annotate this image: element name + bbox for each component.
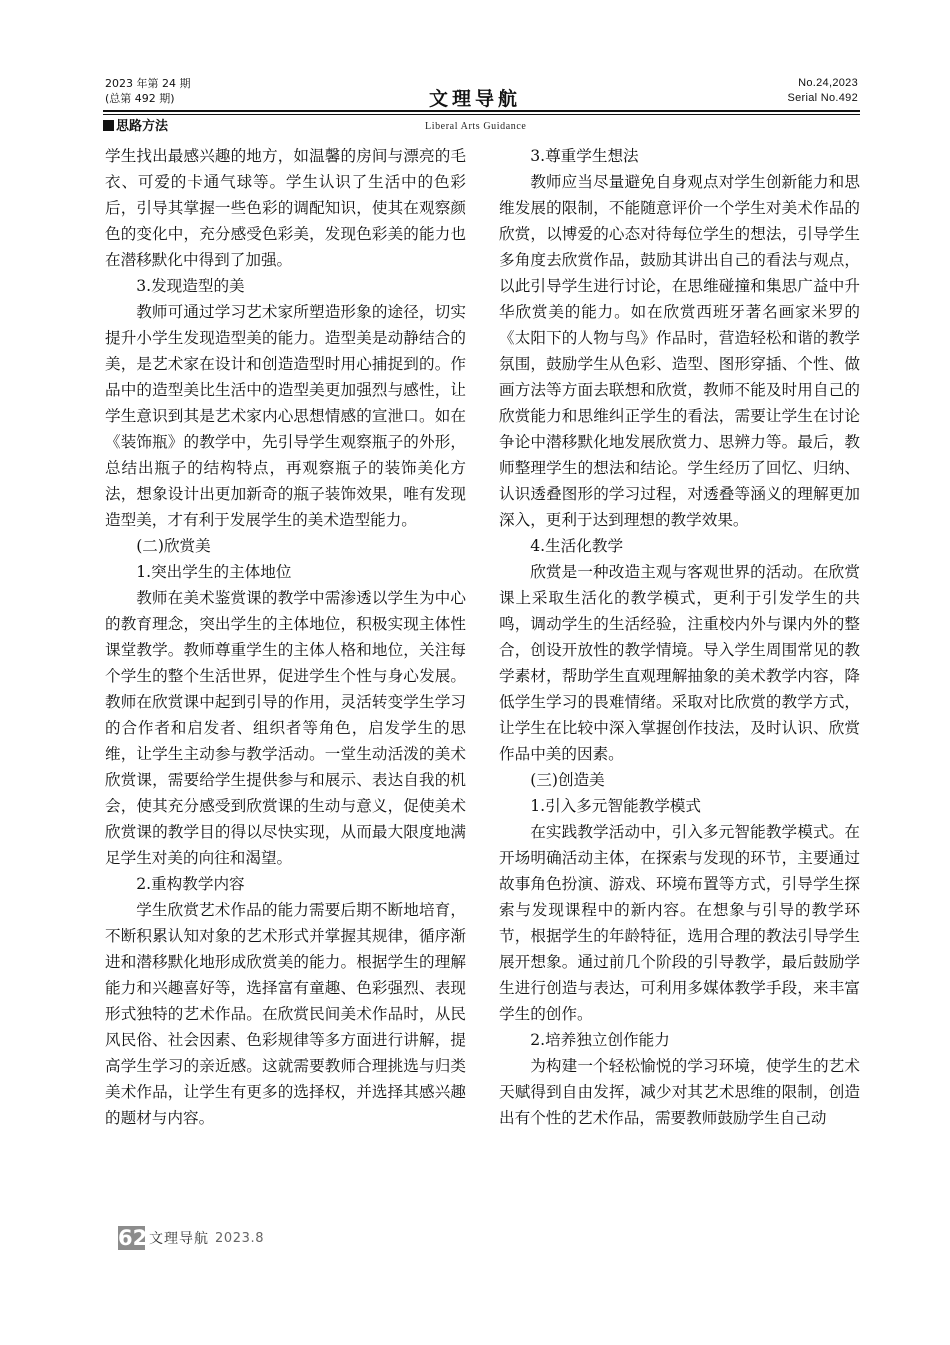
paragraph: 学生欣赏艺术作品的能力需要后期不断地培育，不断积累认知对象的艺术形式并掌握其规律，循序渐进和潜移默化地形成欣赏美的能力。根据学生的理解能力和兴趣喜好等，选择富有童趣、色彩强烈、表现形式独特的艺术作品。在欣赏民间美术作品时，从民风民俗、社会因素、色彩规律等多方面进行讲解，提高学生学习的亲近感。这就需要教师合理挑选与归类美术作品，让学生有更多的选择权，并选择其感兴趣的题材与内容。: [105, 901, 466, 1127]
subheading: 1.突出学生的主体地位: [136, 563, 292, 581]
subheading: 3.发现造型的美: [136, 277, 245, 295]
paragraph: 在实践教学活动中，引入多元智能教学模式。在开场明确活动主体，在探索与发现的环节，主要通过故事角色扮演、游戏、环境布置等方式，引导学生探索与发现课程中的新内容。在想象与引导的教学环节，根据学生的年龄特征，选用合理的教法引导学生展开想象。通过前几个阶段的引导教学，最后鼓励学生进行创造与表达，可利用多媒体教学手段，来丰富学生的创作。: [499, 823, 860, 1023]
page-number: 62: [118, 1226, 148, 1250]
serial-number-en: Serial No.492: [787, 92, 858, 104]
page-footer: [118, 1226, 264, 1250]
journal-subtitle-en: Liberal Arts Guidance: [425, 121, 527, 132]
section-name: 思路方法: [116, 119, 169, 134]
right-column: [499, 143, 860, 1131]
issue-info-en: [787, 76, 858, 106]
subheading: 2.培养独立创作能力: [530, 1031, 670, 1049]
paragraph: 学生找出最感兴趣的地方，如温馨的房间与漂亮的毛衣、可爱的卡通气球等。学生认识了生活中的色彩后，引导其掌握一些色彩的调配知识，使其在观察颜色的变化中，充分感受色彩美，发现色彩美的能力也在潜移默化中得到了加强。: [105, 147, 466, 269]
footer-journal-name: 文理导航: [149, 1231, 209, 1247]
paragraph: 欣赏是一种改造主观与客观世界的活动。在欣赏课上采取生活化的教学模式，更利于引发学生的共鸣，调动学生的生活经验，注重校内外与课内外的整合，创设开放性的教学情境。导入学生周围常见的教学素材，帮助学生直观理解抽象的美术教学内容，降低学生学习的畏难情绪。采取对比欣赏的教学方式，让学生在比较中深入掌握创作技法，及时认识、欣赏作品中美的因素。: [499, 563, 860, 763]
issue-number-cn: 2023 年第 24 期: [105, 77, 191, 90]
paragraph: 为构建一个轻松愉悦的学习环境，使学生的艺术天赋得到自由发挥，减少对其艺术思维的限制，创造出有个性的艺术作品，需要教师鼓励学生自己动: [499, 1057, 860, 1127]
section-heading: (二)欣赏美: [136, 537, 211, 555]
subheading: 4.生活化教学: [530, 537, 624, 555]
header-rule-thick: [103, 110, 860, 112]
footer-date: 2023.8: [215, 1230, 265, 1246]
section-heading: (三)创造美: [530, 771, 605, 789]
subheading: 2.重构教学内容: [136, 875, 245, 893]
left-column: [105, 143, 466, 1131]
subheading: 3.尊重学生想法: [530, 147, 639, 165]
paragraph: 教师可通过学习艺术家所塑造形象的途径，切实提升小学生发现造型美的能力。造型美是动静结合的美，是艺术家在设计和创造造型时用心捕捉到的。作品中的造型美比生活中的造型美更加强烈与感性，让学生意识到其是艺术家内心思想情感的宣泄口。如在《装饰瓶》的教学中，先引导学生观察瓶子的外形，总结出瓶子的结构特点，再观察瓶子的装饰美化方法，想象设计出更加新奇的瓶子装饰效果，唯有发现造型美，才有利于发展学生的美术造型能力。: [105, 303, 466, 529]
total-issue-number: (总第 492 期): [105, 92, 175, 105]
journal-title: 文理导航: [428, 88, 521, 110]
paragraph: 教师应当尽量避免自身观点对学生创新能力和思维发展的限制，不能随意评价一个学生对美术作品的欣赏，以博爱的心态对待每位学生的想法，引导学生多角度去欣赏作品，鼓励其讲出自己的看法与观点，以此引导学生进行讨论，在思维碰撞和集思广益中升华欣赏美的能力。如在欣赏西班牙著名画家米罗的《太阳下的人物与鸟》作品时，营造轻松和谐的教学氛围，鼓励学生从色彩、造型、图形穿插、个性、做画方法等方面去联想和欣赏，教师不能及时用自己的欣赏能力和思维纠正学生的看法，需要让学生在讨论争论中潜移默化地发展欣赏力、思辨力等。最后，教师整理学生的想法和结论。学生经历了回忆、归纳、认识透叠图形的学习过程，对透叠等涵义的理解更加深入，更利于达到理想的教学效果。: [499, 173, 860, 529]
section-tag: [103, 118, 168, 136]
header-rule-thin: [103, 114, 860, 115]
paragraph: 教师在美术鉴赏课的教学中需渗透以学生为中心的教育理念，突出学生的主体地位，积极实现主体性课堂教学。教师尊重学生的主体人格和地位，关注每个学生的整个生活世界，促进学生个性与身心发展。教师在欣赏课中起到引导的作用，灵活转变学生学习的合作者和启发者、组织者等角色，启发学生的思维，让学生主动参与教学活动。一堂生动活泼的美术欣赏课，需要给学生提供参与和展示、表达自我的机会，使其充分感受到欣赏课的生动与意义，促使美术欣赏课的教学目的得以尽快实现，从而最大限度地满足学生对美的向往和渴望。: [105, 589, 466, 867]
issue-number-en: No.24,2023: [798, 77, 858, 89]
subheading: 1.引入多元智能教学模式: [530, 797, 702, 815]
square-bullet-icon: [103, 120, 114, 131]
